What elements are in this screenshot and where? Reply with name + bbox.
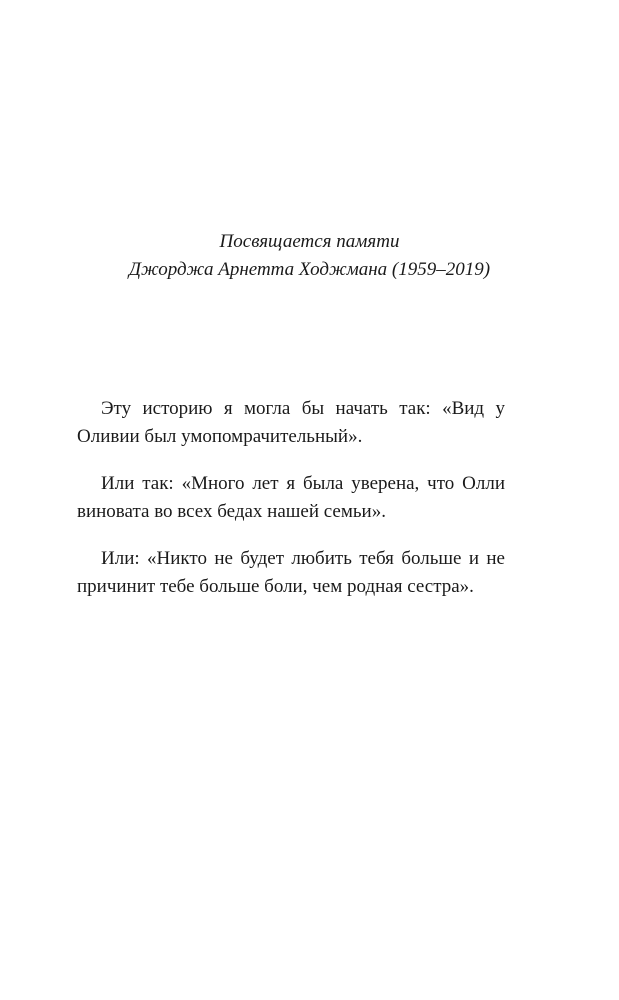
- body-text: [77, 395, 505, 620]
- dedication: [0, 228, 619, 284]
- paragraph-1: Эту историю я могла бы начать так: «Вид у Оливии был умопомрачительный».: [77, 398, 505, 447]
- paragraph-3: Или: «Никто не будет любить тебя больше и не причинит тебе больше боли, чем родная сестра».: [77, 548, 505, 597]
- paragraph-2: Или так: «Много лет я была уверена, что Олли виновата во всех бедах нашей семьи».: [77, 473, 505, 522]
- dedication-line-1: Посвящается памяти: [219, 231, 400, 252]
- dedication-line-2: Джорджа Арнетта Ходжмана (1959–2019): [128, 259, 491, 280]
